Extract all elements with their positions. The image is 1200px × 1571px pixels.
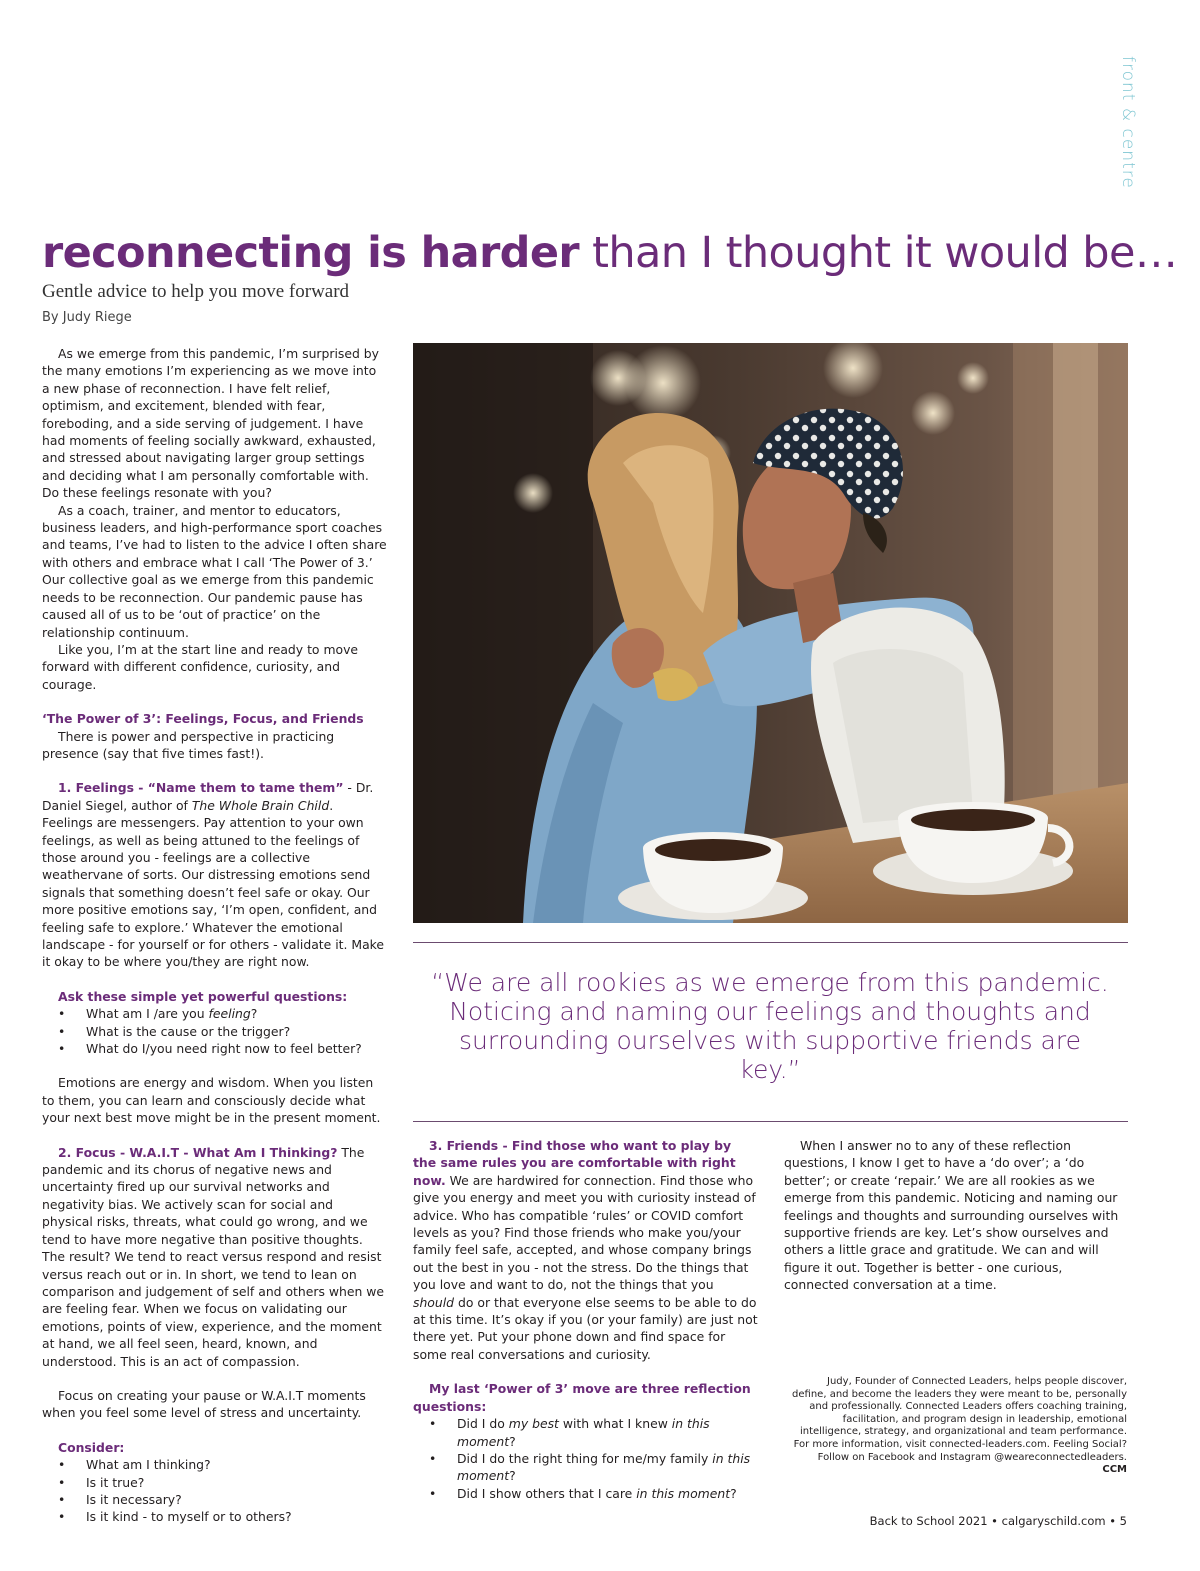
paragraph: Emotions are energy and wisdom. When you listen to them, you can learn and consciously decide what your next best move might be in the present moment. bbox=[42, 1075, 381, 1126]
friends-paragraph: 3. Friends - Find those who want to play by the same rules you are comfortable with right now. We are hardwired for connection. Find those who give you energy and meet you with curiosity instead of advice. Who has compatible ‘rules’ or COVID comfort levels as you? Find those friends who make you/your family feel safe, accepted, and whose company brings out the best in you - not the stress. Do the things that you love and want to do, not the things that you should do or that everyone else seems to be able to do at this time. It’s okay if you (or your family) are just not there yet. Put your phone down and find space for some real conversations and curiosity. bbox=[413, 1138, 758, 1362]
list-item: • What is the cause or the trigger? bbox=[42, 1023, 387, 1040]
ask-questions-heading: Ask these simple yet powerful questions: bbox=[58, 988, 348, 1004]
reflection-heading: My last ‘Power of 3’ move are three reflection questions: bbox=[413, 1381, 751, 1414]
page-footer: Back to School 2021 • calgaryschild.com • 5 bbox=[869, 1514, 1127, 1528]
friends-heading: 3. Friends - Find those who want to play by the same rules you are comfortable with right now. bbox=[413, 1138, 736, 1188]
article-column-1 bbox=[42, 345, 387, 1526]
feelings-paragraph: 1. Feelings - “Name them to tame them” - Dr. Daniel Siegel, author of The Whole Brain Child. Feelings are messengers. Pay attention to your own feelings, as well as being attuned to the feelings of those around you - feelings are a collective weathervane of sorts. Our distressing emotions send signals that something doesn’t feel safe or okay. Our more positive emotions say, ‘I’m open, confident, and feeling safe to explore.’ Whatever the emotional landscape - for yourself or for others - validate it. Make it okay to be where you/they are right now. bbox=[42, 780, 385, 970]
book-title: The Whole Brain Child bbox=[191, 797, 330, 813]
end-mark: CCM bbox=[1102, 1464, 1127, 1476]
list-item: • Is it true? bbox=[42, 1474, 387, 1491]
paragraph: There is power and perspective in practicing presence (say that five times fast!). bbox=[42, 728, 335, 761]
list-item: • Did I do the right thing for me/my family in this moment? bbox=[413, 1450, 758, 1485]
focus-heading: 2. Focus - W.A.I.T - What Am I Thinking? bbox=[58, 1144, 338, 1160]
headline-bold: reconnecting is harder bbox=[42, 228, 580, 278]
paragraph: Focus on creating your pause or W.A.I.T moments when you feel some level of stress and uncertainty. bbox=[42, 1387, 366, 1421]
pull-quote: “We are all rookies as we emerge from this pandemic. Noticing and naming our feelings and thoughts and surrounding ourselves with supportive friends are key.” bbox=[431, 968, 1109, 1084]
pull-quote-top-rule bbox=[413, 942, 1128, 943]
ask-questions-list bbox=[42, 1005, 387, 1057]
paragraph: As a coach, trainer, and mentor to educators, business leaders, and high-performance sport coaches and teams, I’ve had to listen to the advice I often share with others and embrace what I call ‘The Power of 3.’ Our collective goal as we emerge from this pandemic needs to be reconnection. Our pandemic pause has caused all of us to be ‘out of practice’ on the relationship continuum. bbox=[42, 502, 387, 640]
consider-heading: Consider: bbox=[58, 1439, 125, 1455]
list-item: • What am I /are you feeling? bbox=[42, 1005, 387, 1022]
list-item: • What do I/you need right now to feel better? bbox=[42, 1040, 387, 1057]
section-tag bbox=[1118, 56, 1148, 189]
list-item: • Is it necessary? bbox=[42, 1491, 387, 1508]
subhead: Gentle advice to help you move forward bbox=[42, 281, 350, 302]
list-item: • Is it kind - to myself or to others? bbox=[42, 1508, 387, 1525]
article-column-3 bbox=[784, 1137, 1129, 1294]
section-tag-label: front & centre bbox=[1118, 56, 1138, 189]
author-bio: Judy, Founder of Connected Leaders, helps people discover, define, and become the leaders they were meant to be, personally and professionally. Connected Leaders offers coaching training, facilitation, and program design in leadership, emotional intelligence, strategy, and organizational and team performance. For more information, visit connected-leaders.com. Feeling Social? Follow on Facebook and Instagram @weareconnectedleaders. CCM bbox=[792, 1376, 1127, 1476]
paragraph: As we emerge from this pandemic, I’m surprised by the many emotions I’m experiencing as we move into a new phase of reconnection. I have felt relief, optimism, and excitement, blended with fear, foreboding, and a side serving of judgement. I have had moments of feeling socially awkward, exhausted, and stressed about navigating larger group settings and deciding what I am personally comfortable with. Do these feelings resonate with you? bbox=[42, 346, 379, 501]
pull-quote-bottom-rule bbox=[413, 1121, 1128, 1122]
headline bbox=[42, 226, 1178, 280]
paragraph: Like you, I’m at the start line and ready to move forward with different confidence, curiosity, and courage. bbox=[42, 641, 359, 692]
hug-photo bbox=[413, 343, 1128, 923]
power-of-3-heading: ‘The Power of 3’: Feelings, Focus, and Friends bbox=[42, 711, 364, 727]
reflection-questions-list bbox=[413, 1415, 758, 1502]
article-column-2 bbox=[413, 1137, 758, 1502]
paragraph: When I answer no to any of these reflection questions, I know I get to have a ‘do over’; a ‘do better’; or create ‘repair.’ We are all rookies as we emerge from this pandemic. Noticing and naming our feelings and thoughts and surrounding ourselves with supportive friends are key. Let’s show ourselves and others a little grace and gratitude. We can and will figure it out. Together is better - one curious, connected conversation at a time. bbox=[784, 1138, 1119, 1293]
list-item: • Did I do my best with what I knew in this moment? bbox=[413, 1415, 758, 1450]
consider-list bbox=[42, 1456, 387, 1526]
byline: By Judy Riege bbox=[42, 310, 132, 325]
focus-paragraph: 2. Focus - W.A.I.T - What Am I Thinking? The pandemic and its chorus of negative news and uncertainty fired up our survival networks and negativity bias. We actively scan for social and physical risks, threats, what could go wrong, and we tend to have more negative than positive thoughts. The result? We tend to react versus respond and resist versus reach out or in. In short, we tend to lean on comparison and judgement of self and others when we are feeling fear. When we focus on validating our emotions, points of view, experience, and the moment at hand, we all feel seen, heard, known, and understood. This is an act of compassion. bbox=[42, 1144, 385, 1369]
list-item: • Did I show others that I care in this moment? bbox=[413, 1485, 758, 1502]
list-item: • What am I thinking? bbox=[42, 1456, 387, 1473]
feelings-heading: 1. Feelings - “Name them to tame them” bbox=[58, 780, 344, 796]
headline-light: than I thought it would be… bbox=[579, 228, 1178, 278]
